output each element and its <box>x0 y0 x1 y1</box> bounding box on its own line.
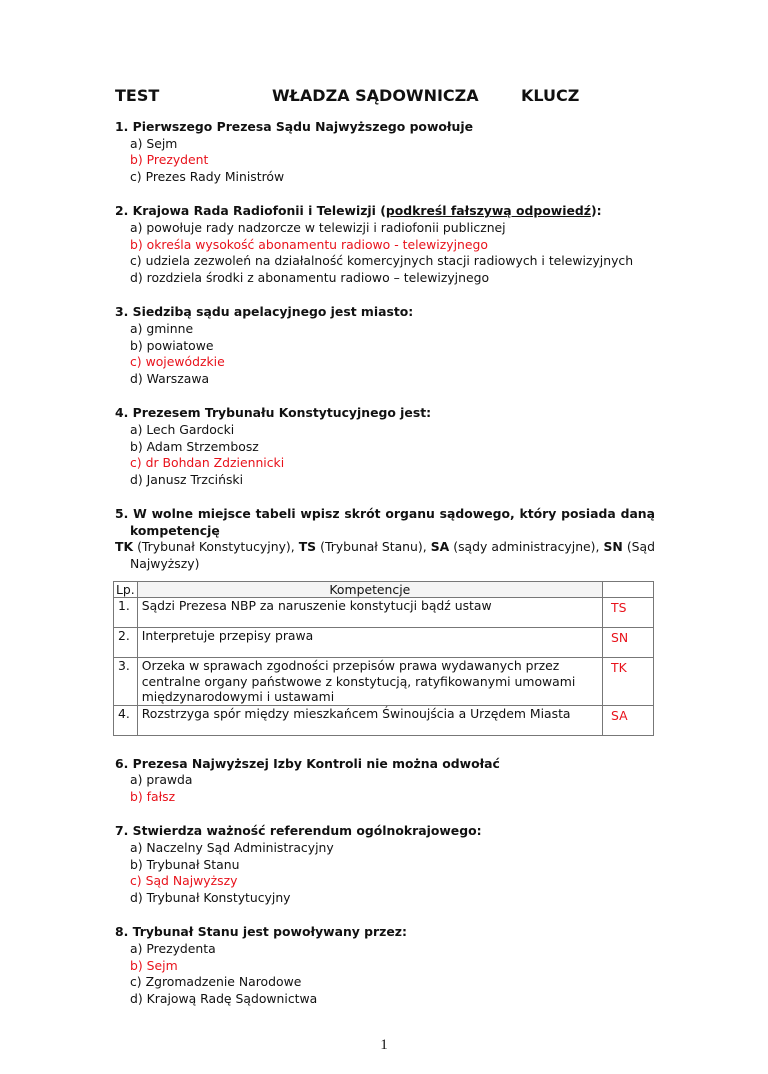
option: d) Warszawa <box>130 370 210 386</box>
row-lp: 3. <box>114 658 138 706</box>
title-row <box>115 86 655 106</box>
option: a) prawda <box>130 772 193 788</box>
row-lp: 4. <box>114 705 138 735</box>
option: a) Naczelny Sąd Administracyjny <box>130 840 334 856</box>
question-2 <box>115 203 655 286</box>
option: a) powołuje rady nadzorcze w telewizji i radiofonii publicznej <box>130 219 506 235</box>
option: b) Adam Strzembosz <box>130 438 259 454</box>
question-7 <box>115 823 655 906</box>
table-header-row <box>114 581 654 598</box>
question-6 <box>115 756 655 806</box>
row-answer: TS <box>603 598 654 628</box>
heading-underlined: podkreśl fałszywą odpowiedź <box>385 203 591 219</box>
option-correct: b) fałsz <box>130 788 176 804</box>
abbr-name: (Trybunał Stanu), <box>316 539 431 555</box>
option: d) Krajową Radę Sądownictwa <box>130 990 318 1006</box>
abbr-name: (Trybunał Konstytucyjny), <box>133 539 299 555</box>
title-test: TEST <box>115 86 160 105</box>
option: c) udziela zezwoleń na działalność komercyjnych stacji radiowych i telewizyjnych <box>130 253 634 269</box>
question-heading: 5. W wolne miejsce tabeli wpisz skrót organu sądowego, który posiada daną <box>115 506 655 522</box>
abbr: TK <box>115 539 134 555</box>
option: a) gminne <box>130 320 194 336</box>
option: c) Zgromadzenie Narodowe <box>130 974 302 990</box>
abbr-name: (Sąd <box>622 539 655 555</box>
option: d) rozdziela środki z abonamentu radiowo – telewizyjnego <box>130 269 490 285</box>
table-row <box>114 705 654 735</box>
heading-end: ): <box>590 203 602 219</box>
option: a) Lech Gardocki <box>130 421 235 437</box>
table-row <box>114 658 654 706</box>
heading-text: 2. Krajowa Rada Radiofonii i Telewizji ( <box>115 203 386 219</box>
question-4 <box>115 405 655 488</box>
row-text: Interpretuje przepisy prawa <box>137 628 602 658</box>
question-heading <box>115 203 655 220</box>
option: b) powiatowe <box>130 337 214 353</box>
option: d) Trybunał Konstytucyjny <box>130 889 291 905</box>
row-text: Sądzi Prezesa NBP za naruszenie konstytucji bądź ustaw <box>137 598 602 628</box>
option-correct: c) Sąd Najwyższy <box>130 873 238 889</box>
question-3 <box>115 304 655 387</box>
header-answer <box>603 581 654 598</box>
question-heading: 7. Stwierdza ważność referendum ogólnokrajowego: <box>115 823 482 839</box>
row-lp: 2. <box>114 628 138 658</box>
abbr: SA <box>430 539 450 555</box>
option: a) Prezydenta <box>130 941 216 956</box>
row-lp: 1. <box>114 598 138 628</box>
row-answer: TK <box>603 658 654 706</box>
question-5 <box>115 506 655 572</box>
table-row <box>114 598 654 628</box>
abbreviation-legend <box>115 539 655 556</box>
title-key: KLUCZ <box>521 86 580 105</box>
abbr: SN <box>603 539 623 555</box>
option: a) Sejm <box>130 135 178 151</box>
question-8 <box>115 924 655 1007</box>
question-heading: 6. Prezesa Najwyższej Izby Kontroli nie można odwołać <box>115 755 500 771</box>
question-heading: 4. Prezesem Trybunału Konstytucyjnego jest: <box>115 405 432 421</box>
row-answer: SA <box>603 705 654 735</box>
question-heading: 3. Siedzibą sądu apelacyjnego jest miasto: <box>115 304 414 320</box>
row-text: Orzeka w sprawach zgodności przepisów prawa wydawanych przez centralne organy państwowe z konstytucją, ratyfikowanymi umowami międzynarodowymi i ustawami <box>137 658 602 706</box>
competence-table <box>113 581 654 736</box>
title-subject: WŁADZA SĄDOWNICZA <box>272 86 479 105</box>
table-row <box>114 628 654 658</box>
abbr-name: (sądy administracyjne), <box>449 539 604 555</box>
option-correct: b) Sejm <box>130 957 178 973</box>
header-competences: Kompetencje <box>137 581 602 598</box>
question-1 <box>115 119 655 185</box>
option: d) Janusz Trzciński <box>130 471 244 487</box>
question-heading-cont: kompetencję <box>130 522 220 538</box>
abbr: TS <box>298 539 317 555</box>
header-lp: Lp. <box>114 581 138 598</box>
page-number: 1 <box>380 1037 388 1054</box>
row-text: Rozstrzyga spór między mieszkańcem Świnoujścia a Urzędem Miasta <box>137 705 602 735</box>
option-correct: c) wojewódzkie <box>130 354 225 370</box>
question-heading: 1. Pierwszego Prezesa Sądu Najwyższego powołuje <box>115 119 473 134</box>
option-correct: b) określa wysokość abonamentu radiowo - telewizyjnego <box>130 236 488 252</box>
row-answer: SN <box>603 628 654 658</box>
option: c) Prezes Rady Ministrów <box>130 168 285 184</box>
document <box>115 0 655 1074</box>
option-correct: b) Prezydent <box>130 152 209 168</box>
question-heading: 8. Trybunał Stanu jest powoływany przez: <box>115 924 407 940</box>
option-correct: c) dr Bohdan Zdziennicki <box>130 455 285 471</box>
abbreviation-legend-cont: Najwyższy) <box>130 556 200 572</box>
option: b) Trybunał Stanu <box>130 856 240 872</box>
